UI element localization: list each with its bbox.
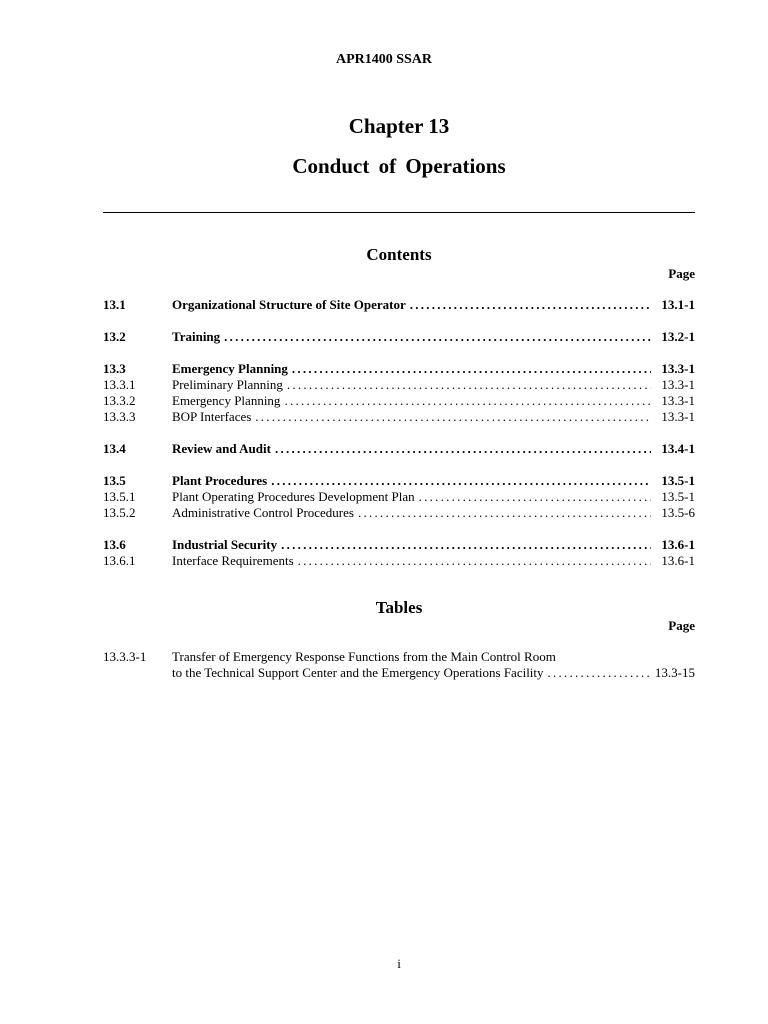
table-entry-line-2 <box>103 665 695 681</box>
toc-entry-number: 13.3.3 <box>103 409 136 424</box>
toc-entry-title: Emergency Planning <box>172 361 288 376</box>
table-entry-number: 13.3.3-1 <box>103 649 147 664</box>
toc-entry-page: 13.5-6 <box>661 505 695 520</box>
document-header: APR1400 SSAR <box>335 52 433 67</box>
toc-entry-title: Emergency Planning <box>172 393 281 408</box>
toc-group-spacer <box>103 345 695 361</box>
toc-entry <box>103 553 695 569</box>
toc-entry <box>103 489 695 505</box>
tables-list <box>103 649 695 681</box>
contents-list <box>103 297 695 569</box>
toc-entry-number: 13.3 <box>103 361 126 376</box>
toc-group-spacer <box>103 425 695 441</box>
page-number: i <box>397 956 401 971</box>
tables-heading: Tables <box>375 598 423 617</box>
table-entry-leader-dots <box>548 665 649 681</box>
toc-entry-title: Training <box>172 329 221 344</box>
toc-entry <box>103 441 695 457</box>
toc-entry-number: 13.6 <box>103 537 126 552</box>
toc-entry-title: Plant Operating Procedures Development Plan <box>172 489 415 504</box>
toc-entry <box>103 393 695 409</box>
toc-entry-title: Industrial Security <box>172 537 278 552</box>
chapter-subtitle: Conduct of Operations <box>292 154 506 178</box>
toc-entry-page: 13.3-1 <box>661 409 695 424</box>
table-entry-line-1 <box>103 649 695 665</box>
toc-entry-page: 13.6-1 <box>661 537 695 552</box>
chapter-title: Chapter 13 <box>348 114 450 138</box>
toc-entry-page: 13.1-1 <box>661 297 695 312</box>
toc-group-spacer <box>103 457 695 473</box>
toc-entry-leader-dots <box>419 489 651 505</box>
toc-entry <box>103 505 695 521</box>
toc-entry <box>103 377 695 393</box>
toc-entry-title: Organizational Structure of Site Operator <box>172 297 406 312</box>
toc-entry-number: 13.3.1 <box>103 377 136 392</box>
toc-entry-title: Preliminary Planning <box>172 377 283 392</box>
tables-page-label: Page <box>668 618 695 633</box>
table-entry-page: 13.3-15 <box>654 665 695 680</box>
toc-entry-leader-dots <box>358 505 651 521</box>
toc-entry-number: 13.6.1 <box>103 553 136 568</box>
toc-entry-leader-dots <box>298 553 651 569</box>
toc-entry-page: 13.5-1 <box>661 473 695 488</box>
toc-entry-leader-dots <box>284 393 651 409</box>
toc-entry-title: Plant Procedures <box>172 473 268 488</box>
toc-entry-leader-dots <box>255 409 651 425</box>
toc-entry <box>103 473 695 489</box>
toc-entry <box>103 537 695 553</box>
toc-entry-leader-dots <box>287 377 651 393</box>
toc-entry-leader-dots <box>292 361 651 377</box>
toc-entry-leader-dots <box>271 473 651 489</box>
toc-entry-title: Interface Requirements <box>172 553 294 568</box>
toc-entry-number: 13.5.1 <box>103 489 136 504</box>
toc-entry-leader-dots <box>224 329 651 345</box>
toc-entry <box>103 409 695 425</box>
contents-heading: Contents <box>366 245 432 264</box>
toc-entry-page: 13.3-1 <box>661 377 695 392</box>
toc-entry-number: 13.4 <box>103 441 126 456</box>
toc-entry <box>103 361 695 377</box>
table-entry-title-line-1: Transfer of Emergency Response Functions from the Main Control Room <box>172 649 556 664</box>
header-divider <box>103 212 695 213</box>
toc-entry-number: 13.3.2 <box>103 393 136 408</box>
toc-entry-page: 13.2-1 <box>661 329 695 344</box>
toc-entry-number: 13.1 <box>103 297 126 312</box>
toc-entry-title: Review and Audit <box>172 441 271 456</box>
toc-entry-leader-dots <box>281 537 651 553</box>
toc-entry-number: 13.5.2 <box>103 505 136 520</box>
toc-group-spacer <box>103 521 695 537</box>
toc-entry-title: Administrative Control Procedures <box>172 505 354 520</box>
toc-entry-leader-dots <box>275 441 651 457</box>
toc-entry-number: 13.5 <box>103 473 126 488</box>
toc-entry-page: 13.4-1 <box>661 441 695 456</box>
toc-entry-page: 13.3-1 <box>661 393 695 408</box>
table-entry-title-line-2: to the Technical Support Center and the Emergency Operations Facility <box>172 665 544 680</box>
toc-entry <box>103 297 695 313</box>
toc-entry-page: 13.6-1 <box>661 553 695 568</box>
toc-group-spacer <box>103 313 695 329</box>
toc-entry-page: 13.3-1 <box>661 361 695 376</box>
toc-entry-title: BOP Interfaces <box>172 409 252 424</box>
toc-entry-number: 13.2 <box>103 329 126 344</box>
contents-page-label: Page <box>668 266 695 281</box>
toc-entry-page: 13.5-1 <box>661 489 695 504</box>
toc-entry-leader-dots <box>410 297 651 313</box>
toc-entry <box>103 329 695 345</box>
